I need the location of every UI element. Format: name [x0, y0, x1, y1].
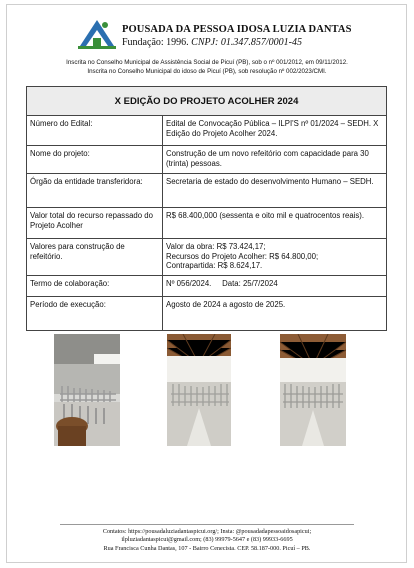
row-label: Número do Edital:: [27, 116, 163, 145]
row-label: Período de execução:: [27, 297, 163, 330]
row-value: Construção de um novo refeitório com capacidade para 30 (trinta) pessoas.: [166, 149, 369, 168]
table-title: X EDIÇÃO DO PROJETO ACOLHER 2024: [27, 87, 386, 116]
registration-elderly-council: Inscrita no Conselho Municipal do idoso de Picuí (PB), sob resolução nº 002/2023/CMI.: [87, 68, 327, 75]
founding-year: Fundação: 1996.: [122, 37, 189, 48]
value-line: Contrapartida: R$ 8.624,17.: [166, 261, 263, 271]
footer-contacts: [0, 528, 414, 553]
photo-dining-hall-3: [280, 334, 346, 446]
table-row-construction-values: [27, 239, 386, 276]
row-value: Edital de Convocação Pública – ILPI'S nº 01/2024 – SEDH. X Edição do Projeto Acolher 2024.: [166, 119, 379, 138]
row-label: Nome do projeto:: [27, 146, 163, 173]
photo-dining-hall-2: [167, 334, 231, 446]
footer-website-instagram: Contatos: https://pousadaluziadantaspicui.org/; Insta: @pousadadapessoaidosapicui;: [102, 528, 312, 535]
row-label: Valores para construção de refeitório.: [27, 239, 163, 275]
row-value: Nº 056/2024. Data: 25/7/2024: [166, 279, 278, 288]
cnpj: CNPJ: 01.347.857/0001-45: [191, 37, 302, 48]
row-label: Órgão da entidade transferidora:: [27, 174, 163, 207]
value-line: Valor da obra: R$ 73.424,17;: [166, 242, 266, 251]
footer-address: Rua Francisca Cunha Dantas, 107 - Bairro Cenecista. CEP. 58.187-000. Picuí – PB.: [103, 544, 311, 552]
footer-email-phones: ilpluziadantaspicui@gmail.com; (83) 99979-5647 e (83) 99933-6695: [121, 536, 293, 544]
row-value: Agosto de 2024 a agosto de 2025.: [166, 300, 286, 309]
row-label: Termo de colaboração:: [27, 276, 163, 296]
row-value: R$ 68.400,000 (sessenta e oito mil e quatrocentos reais).: [166, 211, 365, 220]
founding-line: [122, 37, 302, 48]
registration-social-assistance: Inscrita no Conselho Municipal de Assistência Social de Picuí (PB), sob o nº 001/2012, em 09/11/2012.: [66, 59, 348, 66]
footer-divider: [60, 524, 354, 525]
table-row-agency: [27, 174, 386, 208]
letterhead: [0, 14, 414, 74]
row-value: [163, 239, 386, 275]
organization-logo: [78, 16, 116, 52]
row-value: Secretaria de estado do desenvolvimento Humano – SEDH.: [166, 177, 374, 186]
organization-name: POUSADA DA PESSOA IDOSA LUZIA DANTAS: [122, 24, 352, 35]
table-row-execution-period: [27, 297, 386, 330]
project-info-table: [26, 86, 387, 331]
table-row-collaboration-term: [27, 276, 386, 297]
row-label: Valor total do recurso repassado do Projeto Acolher: [27, 208, 163, 238]
table-row-project-name: [27, 146, 386, 174]
value-line: Recursos do Projeto Acolher: R$ 64.800,00;: [166, 251, 319, 261]
photo-dining-hall-1: [54, 334, 120, 446]
table-row-total-value: [27, 208, 386, 239]
table-row-edital: [27, 116, 386, 146]
